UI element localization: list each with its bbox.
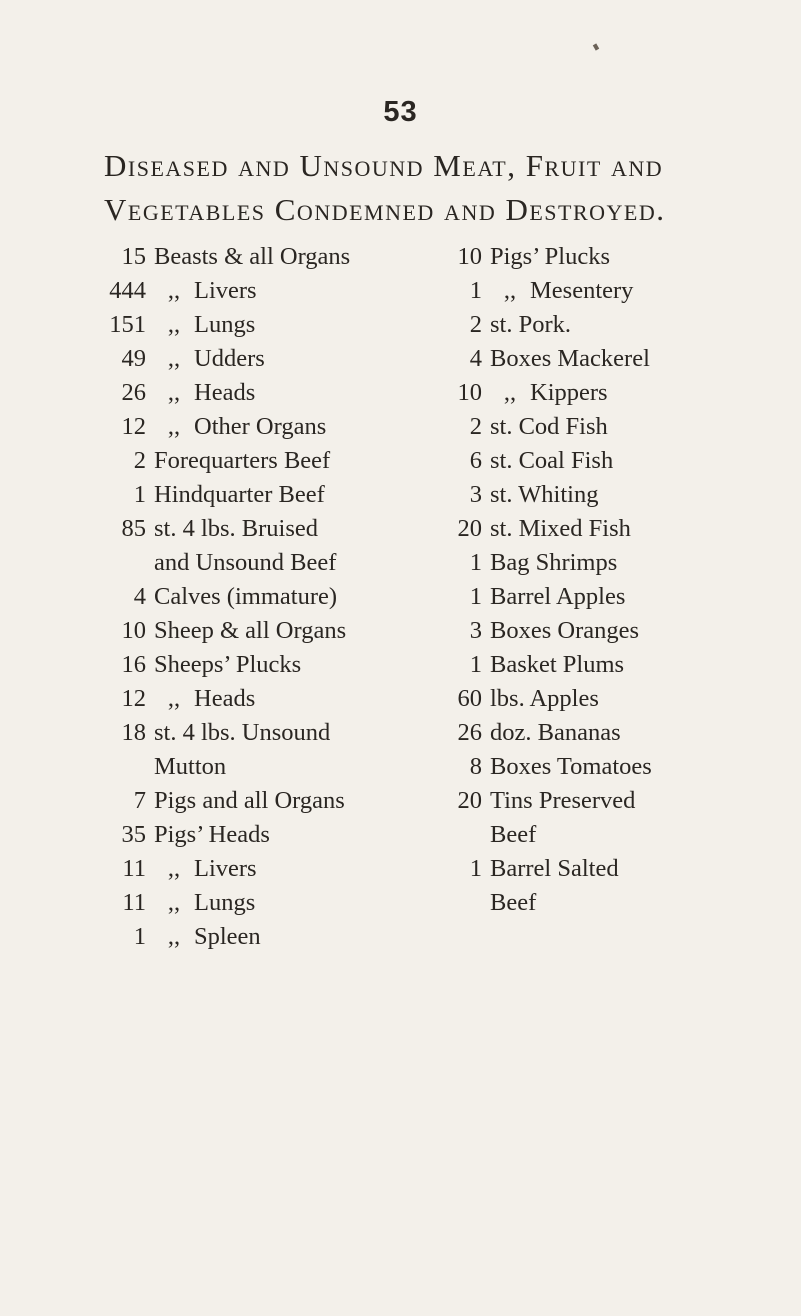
right-column	[432, 240, 772, 920]
item-quantity: 1	[469, 583, 482, 610]
item-description: Lungs	[194, 311, 256, 338]
item-quantity: 2	[133, 447, 146, 474]
item-quantity: 2	[469, 311, 482, 338]
item-description: Mutton	[154, 753, 227, 780]
list-item	[432, 852, 772, 886]
list-item	[432, 682, 772, 716]
list-item	[432, 274, 772, 308]
item-description: st. Mixed Fish	[490, 515, 631, 542]
item-quantity: 3	[469, 481, 482, 508]
item-quantity: 8	[469, 753, 482, 780]
item-quantity: 151	[109, 311, 146, 338]
list-item	[432, 546, 772, 580]
list-item	[432, 308, 772, 342]
list-item	[432, 614, 772, 648]
list-item	[104, 342, 414, 376]
item-quantity: 1	[469, 855, 482, 882]
ditto-mark: ,,	[167, 345, 181, 372]
item-description: Heads	[194, 379, 256, 406]
item-quantity: 26	[457, 719, 482, 746]
item-description: Beasts & all Organs	[154, 243, 351, 270]
item-description: Boxes Tomatoes	[490, 753, 652, 780]
list-item	[432, 886, 772, 920]
list-item	[432, 444, 772, 478]
ditto-mark: ,,	[167, 685, 181, 712]
item-description: and Unsound Beef	[154, 549, 337, 576]
item-description: Livers	[194, 855, 257, 882]
ditto-mark: ,,	[167, 379, 181, 406]
item-description: Basket Plums	[490, 651, 625, 678]
item-quantity: 4	[469, 345, 482, 372]
item-quantity: 1	[469, 549, 482, 576]
item-description: Spleen	[194, 923, 261, 950]
item-description: Forequarters Beef	[154, 447, 331, 474]
item-description: Other Organs	[194, 413, 327, 440]
item-quantity	[104, 750, 154, 784]
item-description: st. 4 lbs. Unsound	[154, 719, 331, 746]
item-description: Mesentery	[530, 277, 634, 304]
item-quantity: 6	[469, 447, 482, 474]
list-item	[432, 376, 772, 410]
list-item	[104, 750, 414, 784]
item-description: Boxes Oranges	[490, 617, 640, 644]
item-quantity: 12	[121, 685, 146, 712]
item-description: Lungs	[194, 889, 256, 916]
item-quantity: 1	[469, 651, 482, 678]
list-item	[104, 818, 414, 852]
item-quantity	[432, 818, 490, 852]
list-item	[104, 716, 414, 750]
item-quantity: 1	[133, 923, 146, 950]
item-quantity: 444	[109, 277, 146, 304]
page-number: 53	[383, 96, 418, 128]
item-quantity: 4	[133, 583, 146, 610]
item-quantity: 11	[122, 889, 146, 916]
item-quantity: 2	[469, 413, 482, 440]
item-description: st. Whiting	[490, 481, 599, 508]
item-quantity: 35	[121, 821, 146, 848]
item-description: Beef	[490, 821, 537, 848]
page-title	[104, 144, 784, 232]
item-description: Barrel Salted	[490, 855, 619, 882]
item-quantity: 1	[133, 481, 146, 508]
item-quantity: 1	[469, 277, 482, 304]
list-item	[104, 376, 414, 410]
list-item	[104, 648, 414, 682]
item-description: st. Cod Fish	[490, 413, 608, 440]
paper-speck	[593, 43, 599, 50]
item-quantity: 12	[121, 413, 146, 440]
item-quantity: 26	[121, 379, 146, 406]
list-item	[432, 580, 772, 614]
list-item	[432, 716, 772, 750]
item-description: Livers	[194, 277, 257, 304]
ditto-mark: ,,	[503, 379, 517, 406]
item-description: Pigs and all Organs	[154, 787, 345, 814]
item-description: Kippers	[530, 379, 608, 406]
item-quantity: 7	[133, 787, 146, 814]
list-item	[432, 240, 772, 274]
item-quantity: 85	[121, 515, 146, 542]
item-quantity: 3	[469, 617, 482, 644]
item-description: Boxes Mackerel	[490, 345, 650, 372]
item-description: Udders	[194, 345, 265, 372]
item-quantity: 18	[121, 719, 146, 746]
item-quantity: 20	[457, 515, 482, 542]
item-description: doz. Bananas	[490, 719, 621, 746]
item-quantity	[432, 886, 490, 920]
item-quantity: 15	[121, 243, 146, 270]
list-item	[104, 410, 414, 444]
list-item	[104, 512, 414, 546]
list-item	[104, 580, 414, 614]
list-item	[432, 818, 772, 852]
list-item	[104, 308, 414, 342]
ditto-mark: ,,	[167, 413, 181, 440]
item-quantity: 10	[457, 243, 482, 270]
list-item	[432, 784, 772, 818]
item-quantity: 49	[121, 345, 146, 372]
item-description: Heads	[194, 685, 256, 712]
item-description: st. 4 lbs. Bruised	[154, 515, 319, 542]
item-description: Tins Preserved	[490, 787, 636, 814]
ditto-mark: ,,	[167, 855, 181, 882]
item-description: Calves (immature)	[154, 583, 338, 610]
item-quantity: 60	[457, 685, 482, 712]
item-quantity: 10	[457, 379, 482, 406]
list-item	[432, 410, 772, 444]
ditto-mark: ,,	[167, 889, 181, 916]
item-description: Barrel Apples	[490, 583, 626, 610]
list-item	[104, 886, 414, 920]
item-description: Pigs’ Heads	[154, 821, 270, 848]
list-item	[104, 784, 414, 818]
list-item	[432, 478, 772, 512]
left-column	[104, 240, 414, 954]
list-item	[104, 274, 414, 308]
item-description: st. Coal Fish	[490, 447, 614, 474]
list-item	[104, 546, 414, 580]
list-item	[432, 648, 772, 682]
list-item	[432, 512, 772, 546]
item-description: Bag Shrimps	[490, 549, 618, 576]
ditto-mark: ,,	[167, 923, 181, 950]
list-item	[104, 682, 414, 716]
list-item	[104, 852, 414, 886]
item-quantity: 11	[122, 855, 146, 882]
list-item	[104, 444, 414, 478]
item-description: lbs. Apples	[490, 685, 599, 712]
item-description: Beef	[490, 889, 537, 916]
item-quantity: 16	[121, 651, 146, 678]
ditto-mark: ,,	[503, 277, 517, 304]
list-item	[432, 342, 772, 376]
title-line-2: Vegetables Condemned and Destroyed.	[104, 192, 666, 227]
item-description: Hindquarter Beef	[154, 481, 325, 508]
item-description: st. Pork.	[490, 311, 572, 338]
item-quantity: 10	[121, 617, 146, 644]
title-line-1: Diseased and Unsound Meat, Fruit and	[104, 148, 664, 183]
item-description: Pigs’ Plucks	[490, 243, 611, 270]
item-quantity: 20	[457, 787, 482, 814]
item-description: Sheep & all Organs	[154, 617, 347, 644]
list-item	[104, 240, 414, 274]
list-item	[432, 750, 772, 784]
list-item	[104, 478, 414, 512]
item-description: Sheeps’ Plucks	[154, 651, 302, 678]
item-quantity	[104, 546, 154, 580]
ditto-mark: ,,	[167, 311, 181, 338]
list-item	[104, 614, 414, 648]
ditto-mark: ,,	[167, 277, 181, 304]
list-item	[104, 920, 414, 954]
